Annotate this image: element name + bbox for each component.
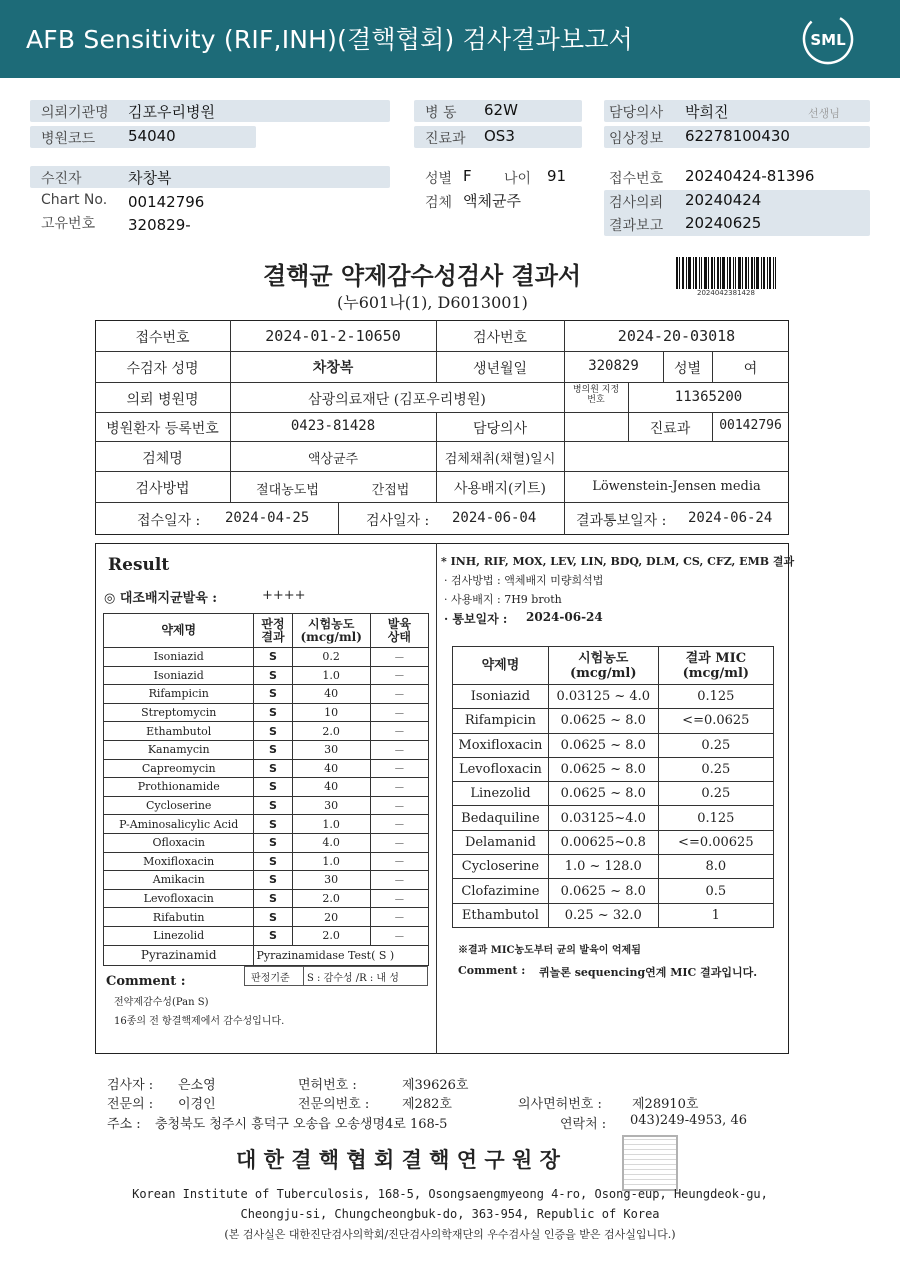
criteria-box bbox=[244, 966, 428, 986]
hospital-code-label: 병원코드 bbox=[41, 131, 96, 147]
mic-cell: 0.25 bbox=[658, 782, 773, 806]
susc-row bbox=[104, 740, 429, 759]
form-specimen-value: 액상균주 bbox=[307, 452, 359, 467]
mic-cell: Cycloserine bbox=[453, 855, 549, 879]
susc-cell: S bbox=[254, 796, 292, 815]
report-title: AFB Sensitivity (RIF,INH)(결핵협회) 검사결과보고서 bbox=[26, 25, 634, 54]
barcode-number: 2024042381428 bbox=[697, 289, 755, 297]
control-value: ++++ bbox=[262, 588, 306, 603]
mic-row bbox=[453, 782, 774, 806]
susc-cell: 30 bbox=[292, 871, 370, 890]
susc-cell: S bbox=[254, 908, 292, 927]
chart-no-value: 00142796 bbox=[128, 193, 205, 211]
comment-line2: 16종의 전 항결핵제에서 감수성입니다. bbox=[114, 1016, 285, 1027]
mic-cell: <=0.0625 bbox=[658, 709, 773, 733]
mic-cell: Moxifloxacin bbox=[453, 733, 549, 757]
susc-cell: 4.0 bbox=[292, 833, 370, 852]
mic-row bbox=[453, 806, 774, 830]
mic-notice-label: · 통보일자 : bbox=[444, 612, 508, 626]
ward-label: 병 동 bbox=[425, 105, 457, 121]
susc-cell: S bbox=[254, 648, 292, 667]
mic-cell: 1 bbox=[658, 903, 773, 927]
susc-cell: S bbox=[254, 666, 292, 685]
susc-cell: S bbox=[254, 889, 292, 908]
header-bar bbox=[0, 0, 900, 78]
susc-row bbox=[104, 852, 429, 871]
form-collect-label: 검체채취(채혈)일시 bbox=[444, 452, 556, 467]
susc-cell: Moxifloxacin bbox=[104, 852, 254, 871]
sex-value: F bbox=[463, 167, 472, 185]
susc-cell: － bbox=[370, 778, 428, 797]
susc-cell: 30 bbox=[292, 740, 370, 759]
patient-value: 차창복 bbox=[128, 169, 172, 187]
receipt-label: 접수번호 bbox=[609, 171, 664, 187]
address-label: 주소 : bbox=[107, 1117, 141, 1132]
form-reg-value: 0423-81428 bbox=[290, 418, 376, 434]
susc-cell: 1.0 bbox=[292, 666, 370, 685]
susc-header-2: 시험농도 (mcg/ml) bbox=[292, 614, 370, 648]
mic-header-2: 결과 MIC (mcg/ml) bbox=[658, 647, 773, 685]
susc-cell: Levofloxacin bbox=[104, 889, 254, 908]
mic-cell: 0.25 bbox=[658, 757, 773, 781]
doctor-label: 담당의사 bbox=[609, 105, 664, 121]
susc-cell: S bbox=[254, 759, 292, 778]
address-value: 충청북도 청주시 흥덕구 오송읍 오송생명4로 168-5 bbox=[155, 1117, 448, 1132]
form-specimen-label: 검체명 bbox=[142, 451, 183, 467]
susc-row bbox=[104, 871, 429, 890]
institution-label: 의뢰기관명 bbox=[41, 105, 109, 121]
result-document-title: 결핵균 약제감수성검사 결과서 bbox=[263, 261, 582, 290]
susc-cell: Cycloserine bbox=[104, 796, 254, 815]
susc-cell: － bbox=[370, 685, 428, 704]
susc-cell: － bbox=[370, 666, 428, 685]
mic-cell: 0.00625~0.8 bbox=[548, 830, 658, 854]
susc-cell: Prothionamide bbox=[104, 778, 254, 797]
form-receipt-value: 2024-01-2-10650 bbox=[265, 327, 401, 345]
susc-cell: Kanamycin bbox=[104, 740, 254, 759]
patient-row bbox=[30, 166, 390, 188]
susc-row bbox=[104, 833, 429, 852]
barcode bbox=[676, 257, 776, 289]
mic-header-0: 약제명 bbox=[453, 647, 549, 685]
form-method-label: 검사방법 bbox=[135, 481, 190, 497]
mic-cell: 0.03125~4.0 bbox=[548, 806, 658, 830]
mic-cell: Isoniazid bbox=[453, 685, 549, 709]
mic-cell: 8.0 bbox=[658, 855, 773, 879]
susc-row bbox=[104, 648, 429, 667]
mic-cell: Linezolid bbox=[453, 782, 549, 806]
contact-value: 043)249-4953, 46 bbox=[630, 1113, 747, 1128]
mic-cell: <=0.00625 bbox=[658, 830, 773, 854]
form-test-date-value: 2024-06-04 bbox=[452, 510, 537, 526]
report-date-value: 20240625 bbox=[685, 214, 762, 232]
susc-cell: － bbox=[370, 648, 428, 667]
mic-row bbox=[453, 757, 774, 781]
english-address-1: Korean Institute of Tuberculosis, 168-5, Osongsaengmyeong 4-ro, Osong-eup, Heungdeok-gu, bbox=[132, 1187, 768, 1201]
patient-label: 수진자 bbox=[41, 171, 82, 187]
susc-cell: Isoniazid bbox=[104, 666, 254, 685]
susc-cell: S bbox=[254, 926, 292, 945]
clinical-label: 임상정보 bbox=[609, 131, 664, 147]
susc-cell: S bbox=[254, 722, 292, 741]
susc-cell: Capreomycin bbox=[104, 759, 254, 778]
age-label: 나이 bbox=[504, 171, 532, 187]
susceptibility-table bbox=[103, 613, 429, 966]
tester-name: 은소영 bbox=[178, 1078, 216, 1093]
susc-row bbox=[104, 778, 429, 797]
susc-cell: － bbox=[370, 908, 428, 927]
mic-cell: 0.0625 ~ 8.0 bbox=[548, 879, 658, 903]
susc-cell: Amikacin bbox=[104, 871, 254, 890]
susc-cell: Rifabutin bbox=[104, 908, 254, 927]
form-sex-value: 여 bbox=[743, 361, 758, 377]
susc-row bbox=[104, 889, 429, 908]
form-notice-date-label: 결과통보일자 : bbox=[576, 513, 667, 529]
susc-row bbox=[104, 815, 429, 834]
susc-cell: 30 bbox=[292, 796, 370, 815]
spec-no-value: 제282호 bbox=[402, 1097, 452, 1112]
mic-cell: Ethambutol bbox=[453, 903, 549, 927]
certification-note: (본 검사실은 대한진단검사의학회/진단검사의학재단의 우수검사실 인증을 받은 검사실입니다.) bbox=[224, 1228, 676, 1241]
chart-no-label: Chart No. bbox=[41, 192, 108, 208]
english-address-2: Cheongju-si, Chungcheongbuk-do, 363-954, Republic of Korea bbox=[240, 1207, 660, 1221]
contact-label: 연락처 : bbox=[560, 1117, 607, 1132]
mic-row bbox=[453, 830, 774, 854]
susc-cell: 40 bbox=[292, 778, 370, 797]
mic-cell: Bedaquiline bbox=[453, 806, 549, 830]
form-birth-label: 생년월일 bbox=[472, 361, 528, 377]
susc-header-0: 약제명 bbox=[104, 614, 254, 648]
susc-cell: 2.0 bbox=[292, 889, 370, 908]
form-name-label: 수검자 성명 bbox=[126, 361, 199, 377]
susc-cell: － bbox=[370, 833, 428, 852]
doctor-suffix: 선생님 bbox=[808, 107, 840, 120]
susc-cell: － bbox=[370, 852, 428, 871]
susc-cell: 2.0 bbox=[292, 722, 370, 741]
mic-cell: 0.25 ~ 32.0 bbox=[548, 903, 658, 927]
mic-cell: 0.03125 ~ 4.0 bbox=[548, 685, 658, 709]
official-seal bbox=[622, 1135, 678, 1191]
unique-no-value: 320829- bbox=[128, 216, 191, 234]
criteria-label: 판정기준 bbox=[251, 973, 290, 984]
form-name-value: 차창복 bbox=[312, 360, 354, 376]
pza-name: Pyrazinamid bbox=[104, 945, 254, 965]
susc-cell: － bbox=[370, 871, 428, 890]
mic-row bbox=[453, 879, 774, 903]
susc-header-1: 판정 결과 bbox=[254, 614, 292, 648]
hospital-code-value: 54040 bbox=[128, 127, 176, 145]
control-label: ◎ 대조배지균발육 : bbox=[104, 591, 218, 606]
doctor-value: 박희진 bbox=[685, 103, 729, 121]
susc-cell: 10 bbox=[292, 703, 370, 722]
susc-cell: S bbox=[254, 740, 292, 759]
mic-comment-label: Comment : bbox=[458, 964, 526, 977]
sex-label: 성별 bbox=[425, 171, 453, 187]
susc-row bbox=[104, 796, 429, 815]
susc-row bbox=[104, 722, 429, 741]
susc-cell: Ethambutol bbox=[104, 722, 254, 741]
request-value: 20240424 bbox=[685, 191, 762, 209]
susc-cell: Isoniazid bbox=[104, 648, 254, 667]
form-designated-label: 병의원 지정번호 bbox=[572, 385, 620, 405]
specimen-value: 액체균주 bbox=[463, 192, 521, 210]
form-hospital-label: 의뢰 병원명 bbox=[126, 392, 199, 408]
mic-method: · 검사방법 : 액체배지 미량희석법 bbox=[444, 574, 604, 587]
form-notice-date-value: 2024-06-24 bbox=[688, 510, 773, 526]
mic-row bbox=[453, 685, 774, 709]
ward-value: 62W bbox=[484, 101, 518, 119]
susc-cell: S bbox=[254, 685, 292, 704]
form-reg-label: 병원환자 등록번호 bbox=[106, 421, 219, 437]
form-test-date-label: 검사일자 : bbox=[366, 513, 430, 529]
mic-row bbox=[453, 709, 774, 733]
sml-logo bbox=[802, 13, 854, 65]
form-sex-label: 성별 bbox=[673, 361, 702, 377]
mic-row bbox=[453, 855, 774, 879]
request-label: 검사의뢰 bbox=[609, 195, 664, 211]
susc-cell: S bbox=[254, 778, 292, 797]
comment-label: Comment : bbox=[106, 974, 186, 989]
result-document-subtitle: (누601나(1), D6013001) bbox=[337, 293, 528, 312]
susc-cell: － bbox=[370, 889, 428, 908]
form-dept-value: 00142796 bbox=[719, 418, 782, 433]
susc-row bbox=[104, 685, 429, 704]
clinical-value: 62278100430 bbox=[685, 127, 790, 145]
form-media-label: 사용배지(키트) bbox=[453, 481, 547, 497]
susc-row bbox=[104, 908, 429, 927]
criteria-value: S : 감수성 /R : 내 성 bbox=[307, 973, 399, 984]
mic-row bbox=[453, 733, 774, 757]
institution-value: 김포우리병원 bbox=[128, 103, 215, 121]
organization-name: 대 한 결 핵 협 회 결 핵 연 구 원 장 bbox=[236, 1147, 560, 1172]
mic-cell: Clofazimine bbox=[453, 879, 549, 903]
susc-row bbox=[104, 703, 429, 722]
mic-cell: 0.0625 ~ 8.0 bbox=[548, 757, 658, 781]
dept-value: OS3 bbox=[484, 127, 515, 145]
logo-text: SML bbox=[810, 31, 846, 49]
susc-cell: Ofloxacin bbox=[104, 833, 254, 852]
mic-table bbox=[452, 646, 774, 928]
pza-value: Pyrazinamidase Test( S ) bbox=[254, 945, 429, 965]
result-heading: Result bbox=[108, 555, 170, 575]
mic-cell: Delamanid bbox=[453, 830, 549, 854]
age-value: 91 bbox=[547, 167, 567, 185]
form-method2-value: 간접법 bbox=[371, 483, 410, 498]
unique-no-label: 고유번호 bbox=[41, 216, 96, 232]
susc-cell: － bbox=[370, 703, 428, 722]
mic-cell: 0.5 bbox=[658, 879, 773, 903]
mic-media: · 사용배지 : 7H9 broth bbox=[444, 593, 562, 606]
mic-note: ※결과 MIC농도부터 균의 발육이 억제됨 bbox=[458, 945, 641, 956]
mic-cell: 0.0625 ~ 8.0 bbox=[548, 733, 658, 757]
mic-cell: 0.0625 ~ 8.0 bbox=[548, 782, 658, 806]
susc-cell: － bbox=[370, 926, 428, 945]
form-doctor-label: 담당의사 bbox=[472, 421, 528, 437]
susc-cell: 20 bbox=[292, 908, 370, 927]
form-recv-date-label: 접수일자 : bbox=[137, 513, 201, 529]
receipt-value: 20240424-81396 bbox=[685, 167, 815, 185]
report-date-label: 결과보고 bbox=[609, 218, 664, 234]
mic-cell: 0.125 bbox=[658, 685, 773, 709]
tester-label: 검사자 : bbox=[107, 1078, 154, 1093]
mic-cell: Rifampicin bbox=[453, 709, 549, 733]
susc-cell: Rifampicin bbox=[104, 685, 254, 704]
mic-cell: 0.125 bbox=[658, 806, 773, 830]
susc-row bbox=[104, 666, 429, 685]
susc-cell: 1.0 bbox=[292, 815, 370, 834]
mic-notice-date: 2024-06-24 bbox=[526, 610, 603, 624]
susc-cell: － bbox=[370, 796, 428, 815]
susc-cell: P-Aminosalicylic Acid bbox=[104, 815, 254, 834]
susc-cell: － bbox=[370, 740, 428, 759]
mic-cell: 0.25 bbox=[658, 733, 773, 757]
mic-header-1: 시험농도 (mcg/ml) bbox=[548, 647, 658, 685]
mic-comment: 퀴놀론 sequencing연계 MIC 결과입니다. bbox=[539, 966, 758, 979]
form-designated-value: 11365200 bbox=[674, 389, 743, 405]
doc-license-value: 제28910호 bbox=[632, 1097, 699, 1112]
form-test-no-value: 2024-20-03018 bbox=[617, 327, 736, 345]
form-receipt-label: 접수번호 bbox=[135, 330, 190, 346]
form-hospital-value: 삼광의료재단 (김포우리병원) bbox=[308, 392, 486, 408]
mic-heading: * INH, RIF, MOX, LEV, LIN, BDQ, DLM, CS, CFZ, EMB 결과 bbox=[441, 555, 795, 568]
form-media-value: Löwenstein-Jensen media bbox=[592, 479, 761, 494]
dept-label: 진료과 bbox=[425, 131, 466, 147]
susc-cell: 40 bbox=[292, 685, 370, 704]
susc-cell: S bbox=[254, 852, 292, 871]
license-value: 제39626호 bbox=[402, 1078, 469, 1093]
doc-license-label: 의사면허번호 : bbox=[518, 1097, 602, 1112]
susc-cell: 0.2 bbox=[292, 648, 370, 667]
spec-no-label: 전문의번호 : bbox=[298, 1097, 370, 1112]
form-recv-date-value: 2024-04-25 bbox=[225, 510, 310, 526]
form-dept-label: 진료과 bbox=[649, 421, 691, 437]
susc-cell: S bbox=[254, 871, 292, 890]
susc-cell: S bbox=[254, 815, 292, 834]
susc-cell: 2.0 bbox=[292, 926, 370, 945]
form-method1-value: 절대농도법 bbox=[256, 483, 319, 498]
susc-row bbox=[104, 926, 429, 945]
susc-cell: － bbox=[370, 759, 428, 778]
specialist-name: 이경인 bbox=[178, 1097, 216, 1112]
mic-cell: 1.0 ~ 128.0 bbox=[548, 855, 658, 879]
susc-cell: Streptomycin bbox=[104, 703, 254, 722]
susc-row bbox=[104, 759, 429, 778]
license-label: 면허번호 : bbox=[298, 1078, 357, 1093]
susc-cell: － bbox=[370, 722, 428, 741]
susc-cell: Linezolid bbox=[104, 926, 254, 945]
mic-cell: Levofloxacin bbox=[453, 757, 549, 781]
mic-cell: 0.0625 ~ 8.0 bbox=[548, 709, 658, 733]
susc-cell: － bbox=[370, 815, 428, 834]
susc-cell: 1.0 bbox=[292, 852, 370, 871]
susc-header-3: 발육 상태 bbox=[370, 614, 428, 648]
specialist-label: 전문의 : bbox=[107, 1097, 154, 1112]
specimen-label: 검체 bbox=[425, 195, 453, 211]
form-birth-value: 320829 bbox=[588, 358, 639, 374]
susc-cell: S bbox=[254, 833, 292, 852]
comment-line1: 전약제감수성(Pan S) bbox=[114, 997, 209, 1008]
mic-row bbox=[453, 903, 774, 927]
susc-cell: 40 bbox=[292, 759, 370, 778]
form-test-no-label: 검사번호 bbox=[472, 330, 528, 346]
susc-cell: S bbox=[254, 703, 292, 722]
